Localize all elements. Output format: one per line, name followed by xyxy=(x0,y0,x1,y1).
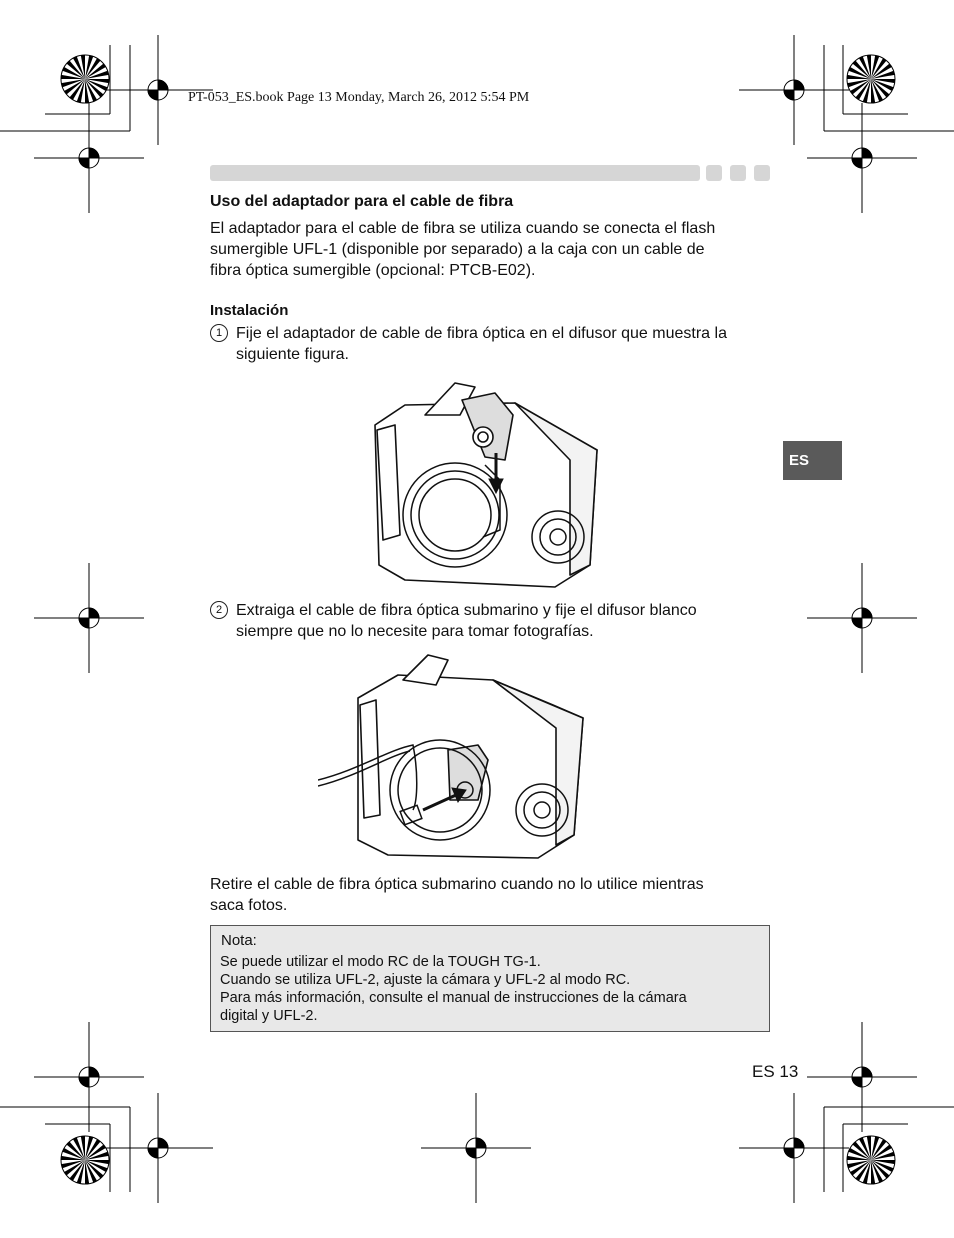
registration-mark-icon xyxy=(34,103,144,213)
step-line: Fije el adaptador de cable de fibra óptica en el difusor que muestra la xyxy=(236,325,727,342)
starburst-mark-icon xyxy=(847,55,895,103)
note-line: digital y UFL-2. xyxy=(220,1008,318,1024)
figure-cable-connected xyxy=(318,650,586,862)
figure-adapter-attach xyxy=(365,375,605,593)
registration-mark-icon xyxy=(807,563,917,673)
print-header: PT-053_ES.book Page 13 Monday, March 26, 2012 5:54 PM xyxy=(188,90,530,105)
step-number: 1 xyxy=(210,324,228,342)
registration-mark-icon xyxy=(739,1093,849,1203)
subheading-installation: Instalación xyxy=(210,302,289,319)
intro-line: El adaptador para el cable de fibra se utiliza cuando se conecta el flash xyxy=(210,220,716,237)
registration-mark-icon xyxy=(103,1093,213,1203)
note-line: Para más información, consulte el manual de instrucciones de la cámara xyxy=(220,990,687,1006)
starburst-mark-icon xyxy=(61,1136,109,1184)
section-heading: Uso del adaptador para el cable de fibra xyxy=(210,193,514,210)
note-line: Se puede utilizar el modo RC de la TOUGH TG-1. xyxy=(220,954,541,970)
closing-line: Retire el cable de fibra óptica submarino cuando no lo utilice mientras xyxy=(210,876,704,893)
registration-mark-icon xyxy=(421,1093,531,1203)
intro-paragraph xyxy=(210,218,780,281)
note-box xyxy=(210,925,770,1032)
step-2 xyxy=(210,600,780,644)
step-number: 2 xyxy=(210,601,228,619)
section-header-square xyxy=(706,165,722,181)
section-header-square xyxy=(754,165,770,181)
language-tab-label: ES xyxy=(789,452,810,469)
closing-line: saca fotos. xyxy=(210,897,288,914)
step-line: Extraiga el cable de fibra óptica submarino y fije el difusor blanco xyxy=(236,602,697,619)
starburst-mark-icon xyxy=(61,55,109,103)
section-header-square xyxy=(730,165,746,181)
registration-mark-icon xyxy=(739,35,849,145)
starburst-mark-icon xyxy=(847,1136,895,1184)
note-title: Nota: xyxy=(221,932,257,949)
step-1 xyxy=(210,323,780,367)
page-number: ES 13 xyxy=(752,1062,799,1081)
note-line: Cuando se utiliza UFL-2, ajuste la cámara y UFL-2 al modo RC. xyxy=(220,972,631,988)
section-header-bar xyxy=(210,165,700,181)
closing-paragraph xyxy=(210,874,780,916)
step-line: siguiente figura. xyxy=(236,346,349,363)
step-line: siempre que no lo necesite para tomar fotografías. xyxy=(236,623,594,640)
registration-mark-icon xyxy=(34,1022,144,1132)
language-tab xyxy=(783,441,842,480)
intro-line: fibra óptica sumergible (opcional: PTCB-E02). xyxy=(210,262,536,279)
registration-mark-icon xyxy=(34,563,144,673)
intro-line: sumergible UFL-1 (disponible por separado) a la caja con un cable de xyxy=(210,241,705,258)
